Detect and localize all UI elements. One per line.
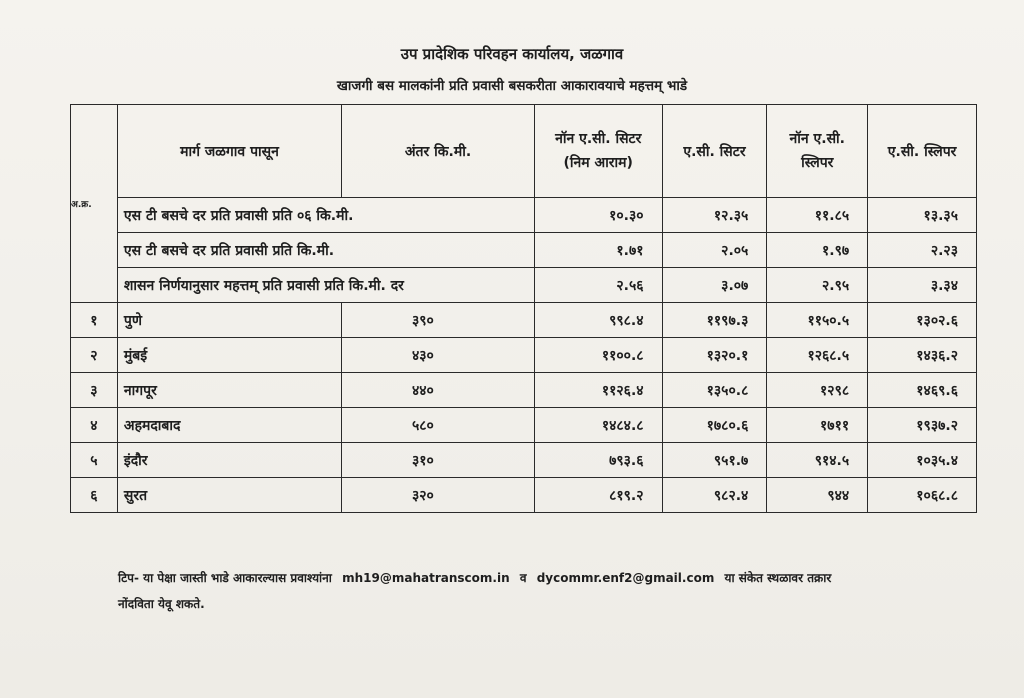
rate-row [71,268,977,303]
rate-value: ३.०७ [662,268,767,303]
route-sr: १ [71,303,118,338]
ac-sleeper-header: ए.सी. स्लिपर [868,105,977,198]
fare-value: १४३६.२ [868,338,977,373]
table-row [71,338,977,373]
route-distance: ३१० [342,443,535,478]
fare-value: ११५०.५ [767,303,868,338]
rate-value: ११.८५ [767,198,868,233]
route-distance: ३२० [342,478,535,513]
fare-value: १०३५.४ [868,443,977,478]
fare-value: ७९३.६ [534,443,662,478]
fare-value: ११००.८ [534,338,662,373]
fare-value: ११२६.४ [534,373,662,408]
fare-value: १३५०.८ [662,373,767,408]
rate-label: शासन निर्णयानुसार महत्तम् प्रति प्रवासी प्रति कि.मी. दर [117,268,534,303]
rate-value: १२.३५ [662,198,767,233]
complaint-note [118,565,948,617]
non-ac-sleeper-header-line1: नॉन ए.सी. [789,131,845,147]
non-ac-sleeper-header-line2: स्लिपर [801,155,834,171]
note-prefix: टिप- या पेक्षा जास्ती भाडे आकारल्यास प्रवाश्यांना [118,571,332,585]
route-distance: ४३० [342,338,535,373]
email-link-mahatranscom[interactable]: mh19@mahatranscom.in [342,571,510,585]
table-row [71,478,977,513]
rate-value: २.५६ [534,268,662,303]
rate-value: २.९५ [767,268,868,303]
table-row [71,373,977,408]
fare-value: १०६८.८ [868,478,977,513]
document-subtitle: खाजगी बस मालकांनी प्रति प्रवासी बसकरीता आकारावयाचे महत्तम् भाडे [336,78,688,94]
non-ac-sleeper-header [767,105,868,198]
fare-value: १३२०.१ [662,338,767,373]
non-ac-seater-header-line1: नॉन ए.सी. सिटर [555,131,642,147]
note-suffix-line2: नोंदविता येवू शकते. [118,597,205,611]
fare-value: १२९८ [767,373,868,408]
email-link-dycommr[interactable]: dycommr.enf2@gmail.com [536,571,715,585]
table-row [71,408,977,443]
fare-value: १२६८.५ [767,338,868,373]
fare-value: १४८४.८ [534,408,662,443]
fare-value: १९३७.२ [868,408,977,443]
fare-value: ८१९.२ [534,478,662,513]
fare-value: ९८२.४ [662,478,767,513]
table-row [71,443,977,478]
fare-value: १७८०.६ [662,408,767,443]
route-sr: ६ [71,478,118,513]
route-header: मार्ग जळगाव पासून [117,105,341,198]
fare-value: ९१४.५ [767,443,868,478]
fare-value: ११९७.३ [662,303,767,338]
sr-header: अ.क्र. [71,105,118,303]
route-distance: ४४० [342,373,535,408]
fare-value: ९५१.७ [662,443,767,478]
route-name: अहमदाबाद [117,408,341,443]
office-title: उप प्रादेशिक परिवहन कार्यालय, जळगाव [400,45,624,63]
note-conjunction: व [519,571,527,585]
rate-value: २.२३ [868,233,977,268]
fare-value: १३०२.६ [868,303,977,338]
note-suffix-line1: या संकेत स्थळावर तक्रार [724,571,832,585]
fare-table [70,104,977,513]
rate-row [71,233,977,268]
route-distance: ५८० [342,408,535,443]
rate-row [71,198,977,233]
fare-value: १७११ [767,408,868,443]
route-name: पुणे [117,303,341,338]
rate-value: ३.३४ [868,268,977,303]
rate-value: १०.३० [534,198,662,233]
fare-value: ९४४ [767,478,868,513]
table-header-row [71,105,977,198]
route-sr: ४ [71,408,118,443]
rate-value: १.७१ [534,233,662,268]
rate-label: एस टी बसचे दर प्रति प्रवासी प्रति कि.मी. [117,233,534,268]
non-ac-seater-header-line2: (निम आराम) [563,155,633,171]
route-name: नागपूर [117,373,341,408]
route-distance: ३९० [342,303,535,338]
route-sr: ५ [71,443,118,478]
route-sr: २ [71,338,118,373]
table-row [71,303,977,338]
rate-value: १३.३५ [868,198,977,233]
fare-value: १४६९.६ [868,373,977,408]
route-name: मुंबई [117,338,341,373]
rate-value: १.९७ [767,233,868,268]
route-sr: ३ [71,373,118,408]
route-name: सुरत [117,478,341,513]
ac-seater-header: ए.सी. सिटर [662,105,767,198]
route-name: इंदौर [117,443,341,478]
distance-header: अंतर कि.मी. [342,105,535,198]
rate-value: २.०५ [662,233,767,268]
non-ac-seater-header [534,105,662,198]
fare-value: ९९८.४ [534,303,662,338]
rate-label: एस टी बसचे दर प्रति प्रवासी प्रति ०६ कि.मी. [117,198,534,233]
